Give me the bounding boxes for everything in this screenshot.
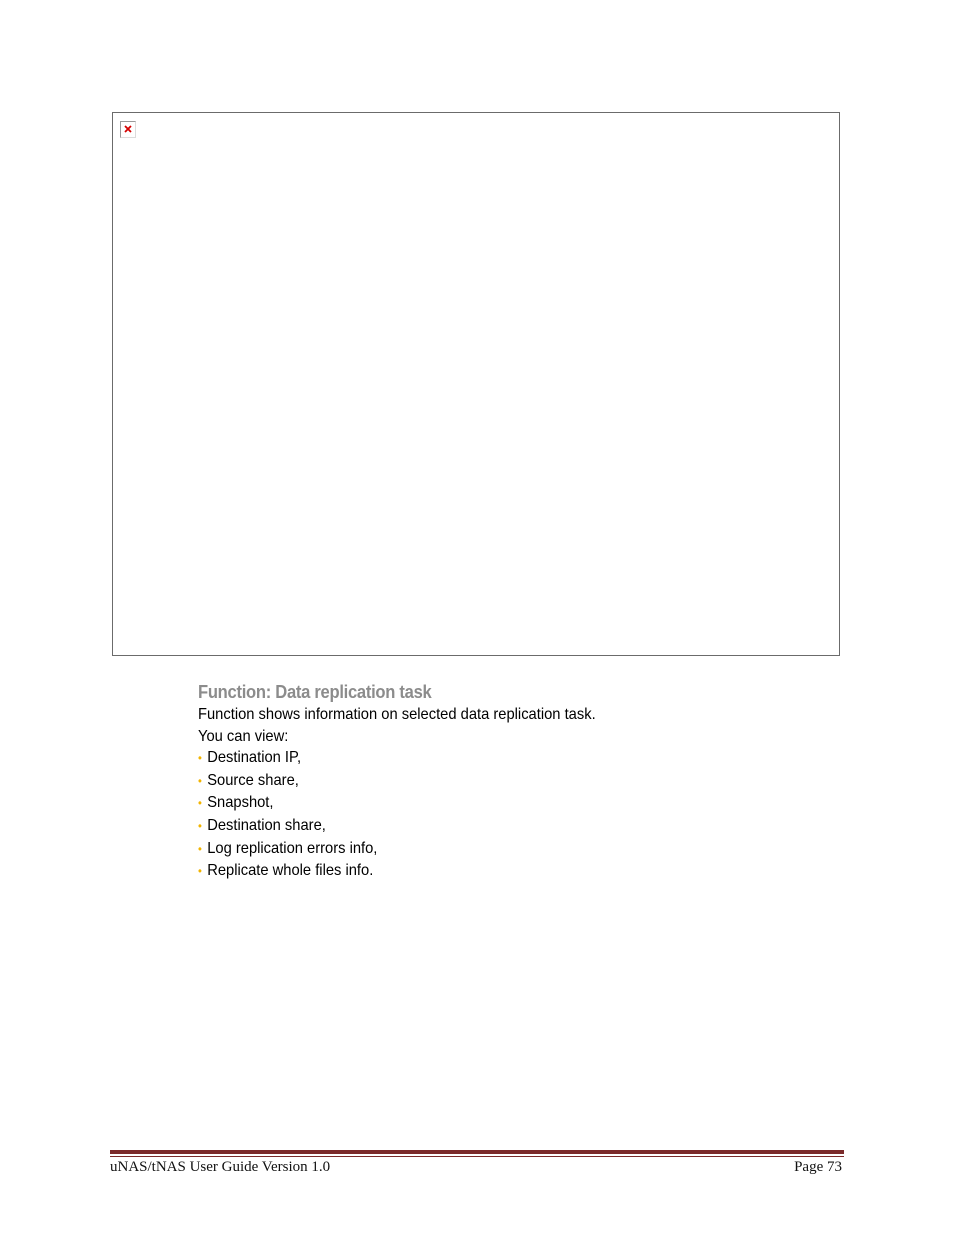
screenshot-placeholder-frame (112, 112, 840, 656)
bullet-icon: • (198, 864, 202, 879)
bullet-icon: • (198, 818, 202, 833)
footer-rule (110, 1150, 844, 1154)
section-heading: Function: Data replication task (198, 682, 432, 702)
footer-title: uNAS/tNAS User Guide Version 1.0 (110, 1159, 331, 1175)
list-item-text: Snapshot, (207, 794, 274, 812)
list-item-text: Destination share, (207, 816, 326, 834)
bullet-icon: • (198, 751, 202, 766)
list-item (198, 860, 787, 883)
bullet-icon: • (198, 773, 202, 788)
list-item-text: Destination IP, (207, 749, 302, 767)
list-item (198, 747, 787, 770)
lead-text: You can view: (198, 727, 289, 745)
list-item-text: Log replication errors info, (207, 839, 378, 857)
list-item-text: Replicate whole files info. (207, 862, 374, 880)
list-item (198, 838, 787, 861)
broken-image-icon (120, 121, 136, 138)
list-item-text: Source share, (207, 771, 299, 789)
list-item (198, 815, 787, 838)
bullet-icon: • (198, 796, 202, 811)
list-item (198, 792, 787, 815)
view-items-list (198, 747, 838, 883)
intro-text: Function shows information on selected data replication task. (198, 706, 596, 723)
footer-rule-thin (110, 1156, 844, 1157)
list-item (198, 770, 787, 793)
page-number: Page 73 (794, 1159, 842, 1175)
bullet-icon: • (198, 841, 202, 856)
section-content (198, 680, 838, 883)
